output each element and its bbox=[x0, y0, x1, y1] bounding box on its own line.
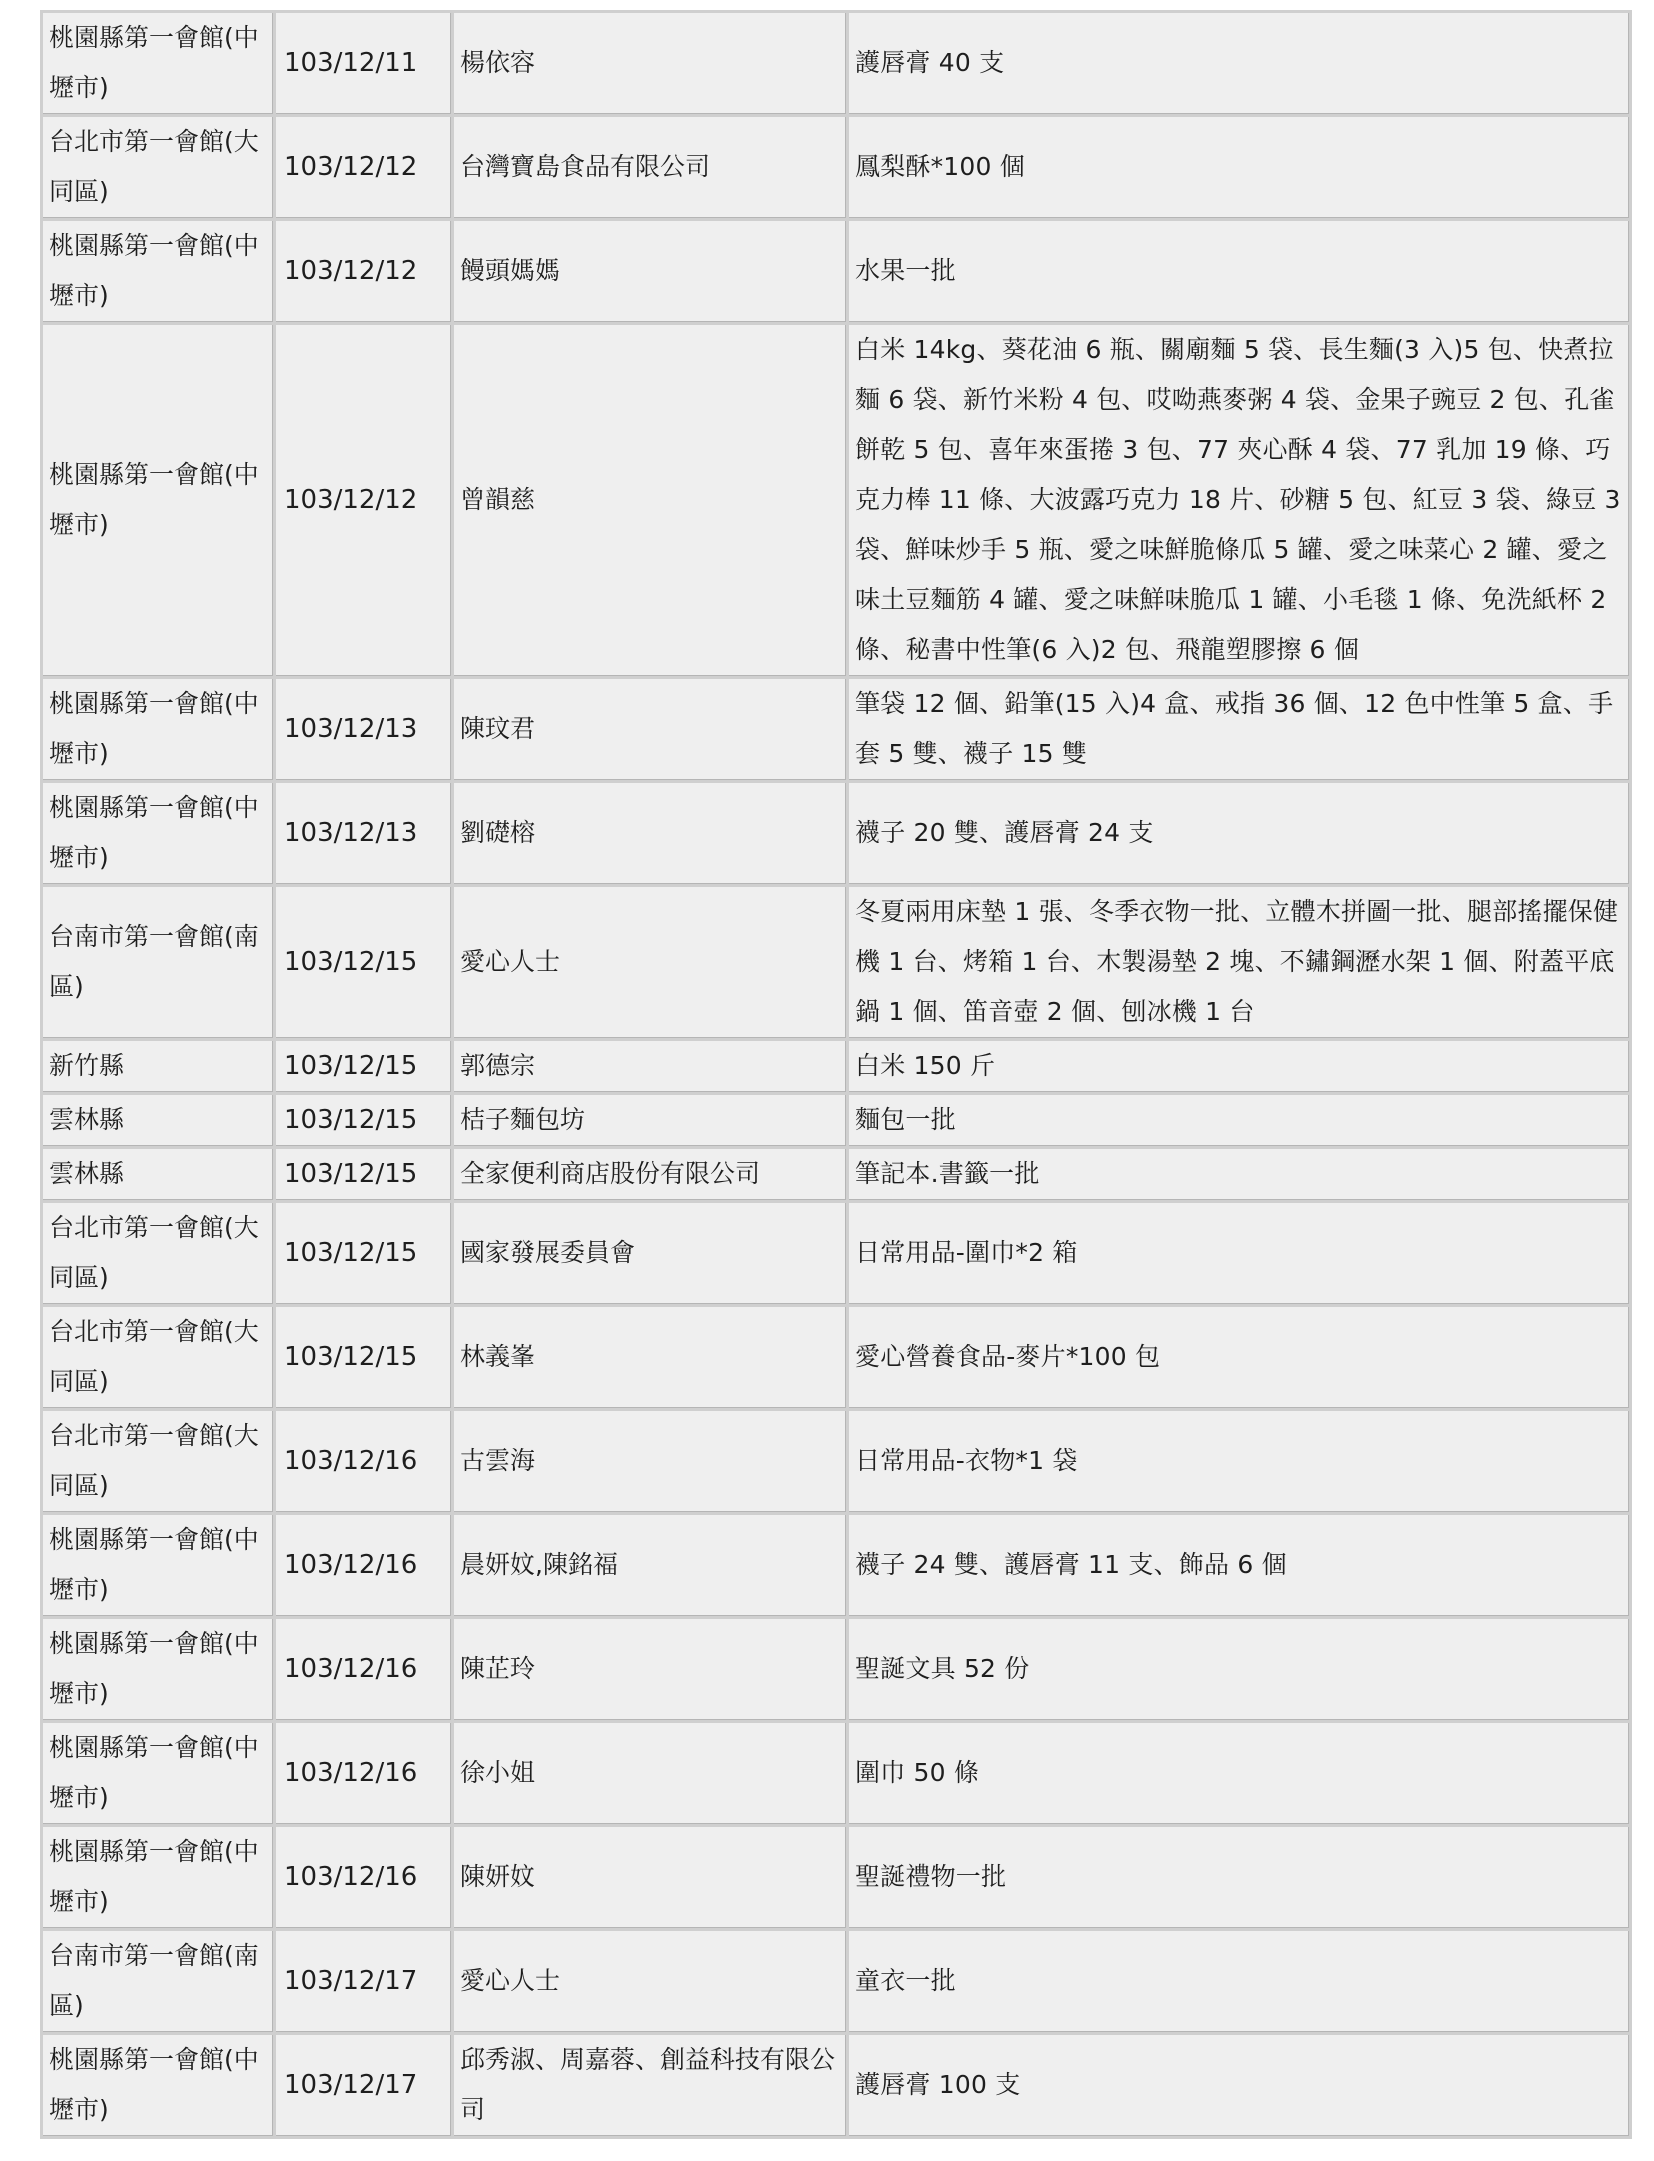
items-cell: 護唇膏 100 支 bbox=[849, 2035, 1629, 2136]
date-cell: 103/12/15 bbox=[276, 887, 451, 1038]
table-row bbox=[43, 1095, 1629, 1146]
table-row bbox=[43, 1723, 1629, 1824]
venue-cell: 桃園縣第一會館(中壢市) bbox=[43, 2035, 273, 2136]
venue-cell: 桃園縣第一會館(中壢市) bbox=[43, 325, 273, 676]
items-cell: 冬夏兩用床墊 1 張、冬季衣物一批、立體木拼圖一批、腿部搖擺保健機 1 台、烤箱 1 台、木製湯墊 2 塊、不鏽鋼瀝水架 1 個、附蓋平底鍋 1 個、笛音壺 2 個、刨冰機 1 台 bbox=[849, 887, 1629, 1038]
donor-cell: 全家便利商店股份有限公司 bbox=[454, 1149, 846, 1200]
date-cell: 103/12/16 bbox=[276, 1411, 451, 1512]
donor-cell: 陳芷玲 bbox=[454, 1619, 846, 1720]
donor-cell: 徐小姐 bbox=[454, 1723, 846, 1824]
venue-cell: 桃園縣第一會館(中壢市) bbox=[43, 221, 273, 322]
donor-cell: 楊依容 bbox=[454, 13, 846, 114]
venue-cell: 雲林縣 bbox=[43, 1095, 273, 1146]
donor-cell: 愛心人士 bbox=[454, 887, 846, 1038]
donor-cell: 晨妍妏,陳銘福 bbox=[454, 1515, 846, 1616]
venue-cell: 台北市第一會館(大同區) bbox=[43, 117, 273, 218]
date-cell: 103/12/15 bbox=[276, 1041, 451, 1092]
items-cell: 白米 14kg、葵花油 6 瓶、關廟麵 5 袋、長生麵(3 入)5 包、快煮拉麵 6 袋、新竹米粉 4 包、哎呦燕麥粥 4 袋、金果子豌豆 2 包、孔雀餅乾 5 包、喜年來蛋捲 3 包、77 夾心酥 4 袋、77 乳加 19 條、巧克力棒 11 條、大波露巧克力 18 片、砂糖 5 包、紅豆 3 袋、綠豆 3 袋、鮮味炒手 5 瓶、愛之味鮮脆條瓜 5 罐、愛之味菜心 2 罐、愛之味土豆麵筋 4 罐、愛之味鮮味脆瓜 1 罐、小毛毯 1 條、免洗紙杯 2 條、秘書中性筆(6 入)2 包、飛龍塑膠擦 6 個 bbox=[849, 325, 1629, 676]
donation-table bbox=[40, 10, 1632, 2139]
table-row bbox=[43, 887, 1629, 1038]
donor-cell: 國家發展委員會 bbox=[454, 1203, 846, 1304]
donor-cell: 林義峯 bbox=[454, 1307, 846, 1408]
date-cell: 103/12/17 bbox=[276, 2035, 451, 2136]
donor-cell: 桔子麵包坊 bbox=[454, 1095, 846, 1146]
date-cell: 103/12/16 bbox=[276, 1515, 451, 1616]
date-cell: 103/12/16 bbox=[276, 1723, 451, 1824]
table-row bbox=[43, 1619, 1629, 1720]
date-cell: 103/12/16 bbox=[276, 1619, 451, 1720]
items-cell: 圍巾 50 條 bbox=[849, 1723, 1629, 1824]
table-row bbox=[43, 1931, 1629, 2032]
date-cell: 103/12/12 bbox=[276, 117, 451, 218]
items-cell: 筆袋 12 個、鉛筆(15 入)4 盒、戒指 36 個、12 色中性筆 5 盒、手套 5 雙、襪子 15 雙 bbox=[849, 679, 1629, 780]
venue-cell: 台北市第一會館(大同區) bbox=[43, 1307, 273, 1408]
venue-cell: 台南市第一會館(南區) bbox=[43, 887, 273, 1038]
items-cell: 護唇膏 40 支 bbox=[849, 13, 1629, 114]
items-cell: 襪子 20 雙、護唇膏 24 支 bbox=[849, 783, 1629, 884]
items-cell: 筆記本.書籤一批 bbox=[849, 1149, 1629, 1200]
items-cell: 聖誕禮物一批 bbox=[849, 1827, 1629, 1928]
venue-cell: 桃園縣第一會館(中壢市) bbox=[43, 783, 273, 884]
venue-cell: 桃園縣第一會館(中壢市) bbox=[43, 1827, 273, 1928]
items-cell: 鳳梨酥*100 個 bbox=[849, 117, 1629, 218]
items-cell: 水果一批 bbox=[849, 221, 1629, 322]
donor-cell: 劉礎榕 bbox=[454, 783, 846, 884]
donor-cell: 郭德宗 bbox=[454, 1041, 846, 1092]
date-cell: 103/12/15 bbox=[276, 1203, 451, 1304]
venue-cell: 桃園縣第一會館(中壢市) bbox=[43, 1619, 273, 1720]
date-cell: 103/12/15 bbox=[276, 1307, 451, 1408]
table-row bbox=[43, 1149, 1629, 1200]
table-row bbox=[43, 1411, 1629, 1512]
table-row bbox=[43, 1041, 1629, 1092]
date-cell: 103/12/16 bbox=[276, 1827, 451, 1928]
date-cell: 103/12/11 bbox=[276, 13, 451, 114]
items-cell: 聖誕文具 52 份 bbox=[849, 1619, 1629, 1720]
donor-cell: 邱秀淑、周嘉蓉、創益科技有限公司 bbox=[454, 2035, 846, 2136]
items-cell: 襪子 24 雙、護唇膏 11 支、飾品 6 個 bbox=[849, 1515, 1629, 1616]
venue-cell: 台北市第一會館(大同區) bbox=[43, 1411, 273, 1512]
donor-cell: 饅頭媽媽 bbox=[454, 221, 846, 322]
venue-cell: 桃園縣第一會館(中壢市) bbox=[43, 679, 273, 780]
venue-cell: 台北市第一會館(大同區) bbox=[43, 1203, 273, 1304]
items-cell: 愛心營養食品-麥片*100 包 bbox=[849, 1307, 1629, 1408]
donor-cell: 台灣寶島食品有限公司 bbox=[454, 117, 846, 218]
date-cell: 103/12/17 bbox=[276, 1931, 451, 2032]
venue-cell: 桃園縣第一會館(中壢市) bbox=[43, 13, 273, 114]
table-row bbox=[43, 783, 1629, 884]
table-row bbox=[43, 2035, 1629, 2136]
donor-cell: 愛心人士 bbox=[454, 1931, 846, 2032]
table-row bbox=[43, 13, 1629, 114]
items-cell: 日常用品-衣物*1 袋 bbox=[849, 1411, 1629, 1512]
items-cell: 日常用品-圍巾*2 箱 bbox=[849, 1203, 1629, 1304]
venue-cell: 桃園縣第一會館(中壢市) bbox=[43, 1515, 273, 1616]
table-row bbox=[43, 679, 1629, 780]
table-row bbox=[43, 1515, 1629, 1616]
table-row bbox=[43, 117, 1629, 218]
donor-cell: 曾韻慈 bbox=[454, 325, 846, 676]
date-cell: 103/12/13 bbox=[276, 679, 451, 780]
date-cell: 103/12/12 bbox=[276, 325, 451, 676]
table-row bbox=[43, 325, 1629, 676]
venue-cell: 台南市第一會館(南區) bbox=[43, 1931, 273, 2032]
items-cell: 白米 150 斤 bbox=[849, 1041, 1629, 1092]
venue-cell: 雲林縣 bbox=[43, 1149, 273, 1200]
date-cell: 103/12/15 bbox=[276, 1095, 451, 1146]
donor-cell: 陳妍妏 bbox=[454, 1827, 846, 1928]
items-cell: 童衣一批 bbox=[849, 1931, 1629, 2032]
table-row bbox=[43, 1827, 1629, 1928]
table-row bbox=[43, 1203, 1629, 1304]
table-row bbox=[43, 1307, 1629, 1408]
donor-cell: 古雲海 bbox=[454, 1411, 846, 1512]
donor-cell: 陳玟君 bbox=[454, 679, 846, 780]
date-cell: 103/12/15 bbox=[276, 1149, 451, 1200]
venue-cell: 桃園縣第一會館(中壢市) bbox=[43, 1723, 273, 1824]
items-cell: 麵包一批 bbox=[849, 1095, 1629, 1146]
date-cell: 103/12/13 bbox=[276, 783, 451, 884]
table-row bbox=[43, 221, 1629, 322]
venue-cell: 新竹縣 bbox=[43, 1041, 273, 1092]
date-cell: 103/12/12 bbox=[276, 221, 451, 322]
